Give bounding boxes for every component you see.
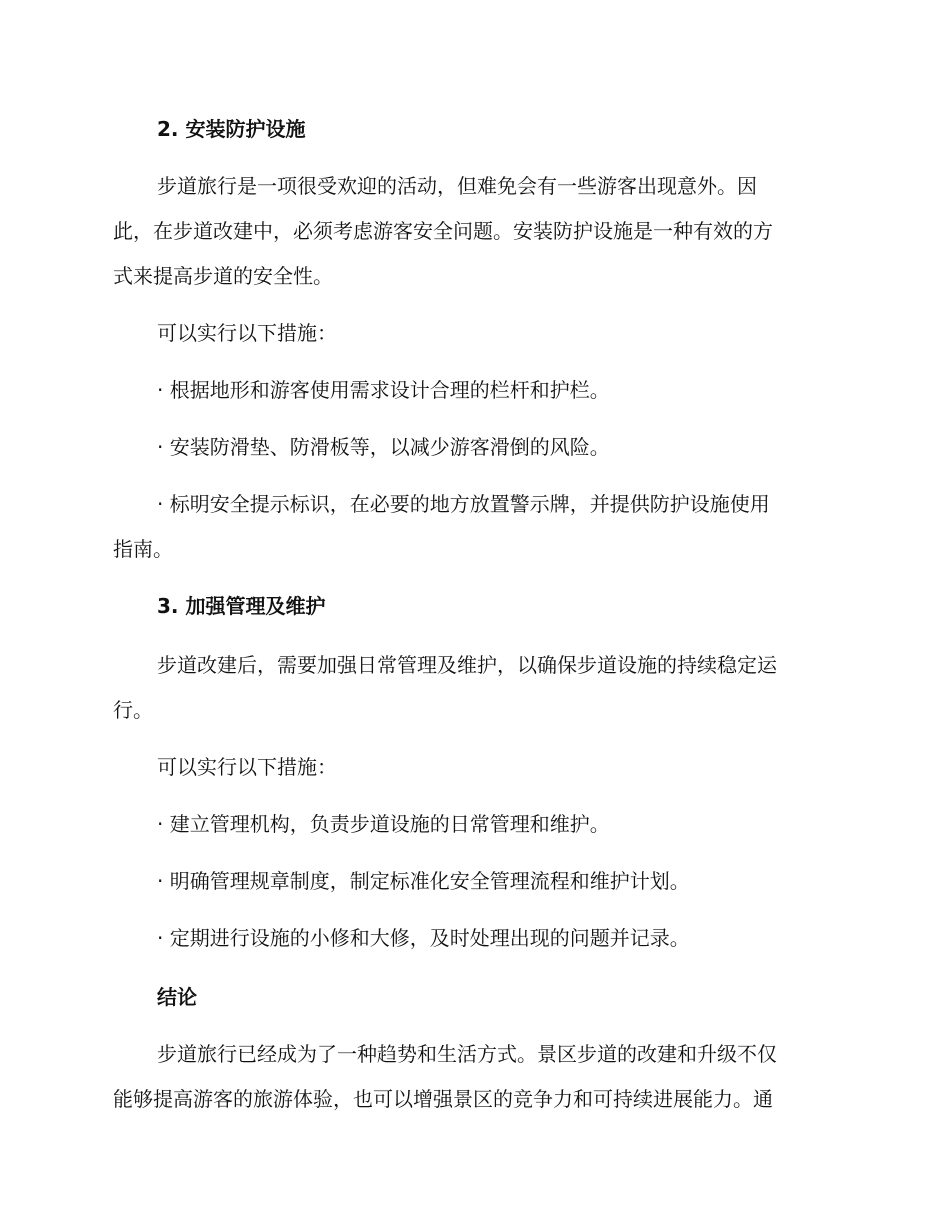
section-2-paragraph-line-3: 式来提高步道的安全性。 [113,264,333,288]
section-2-measures-intro: 可以实行以下措施： [157,321,337,345]
section-3-paragraph-line-2: 行。 [113,698,153,722]
section-3-measures-intro: 可以实行以下措施： [157,755,337,779]
section-2-heading: 2. 安装防护设施 [157,117,306,141]
section-3-bullet-1: · 建立管理机构，负责步道设施的日常管理和维护。 [157,812,610,836]
section-3-bullet-3: · 定期进行设施的小修和大修，及时处理出现的问题并记录。 [157,926,690,950]
section-2-bullet-2: · 安装防滑垫、防滑板等，以减少游客滑倒的风险。 [157,435,610,459]
conclusion-paragraph-line-1: 步道旅行已经成为了一种趋势和生活方式。景区步道的改建和升级不仅 [157,1042,777,1066]
conclusion-heading: 结论 [157,985,197,1009]
section-2-paragraph-line-1: 步道旅行是一项很受欢迎的活动，但难免会有一些游客出现意外。因 [157,174,757,198]
section-2-paragraph-line-2: 此，在步道改建中，必须考虑游客安全问题。安装防护设施是一种有效的方 [113,219,773,243]
section-3-paragraph-line-1: 步道改建后，需要加强日常管理及维护，以确保步道设施的持续稳定运 [157,653,777,677]
section-3-bullet-2: · 明确管理规章制度，制定标准化安全管理流程和维护计划。 [157,869,690,893]
section-3-heading: 3. 加强管理及维护 [157,594,326,618]
conclusion-paragraph-line-2: 能够提高游客的旅游体验，也可以增强景区的竞争力和可持续进展能力。通 [113,1087,773,1111]
section-2-bullet-1: · 根据地形和游客使用需求设计合理的栏杆和护栏。 [157,378,610,402]
section-2-bullet-3-line-1: · 标明安全提示标识，在必要的地方放置警示牌，并提供防护设施使用 [157,492,770,516]
section-2-bullet-3-line-2: 指南。 [113,537,173,561]
